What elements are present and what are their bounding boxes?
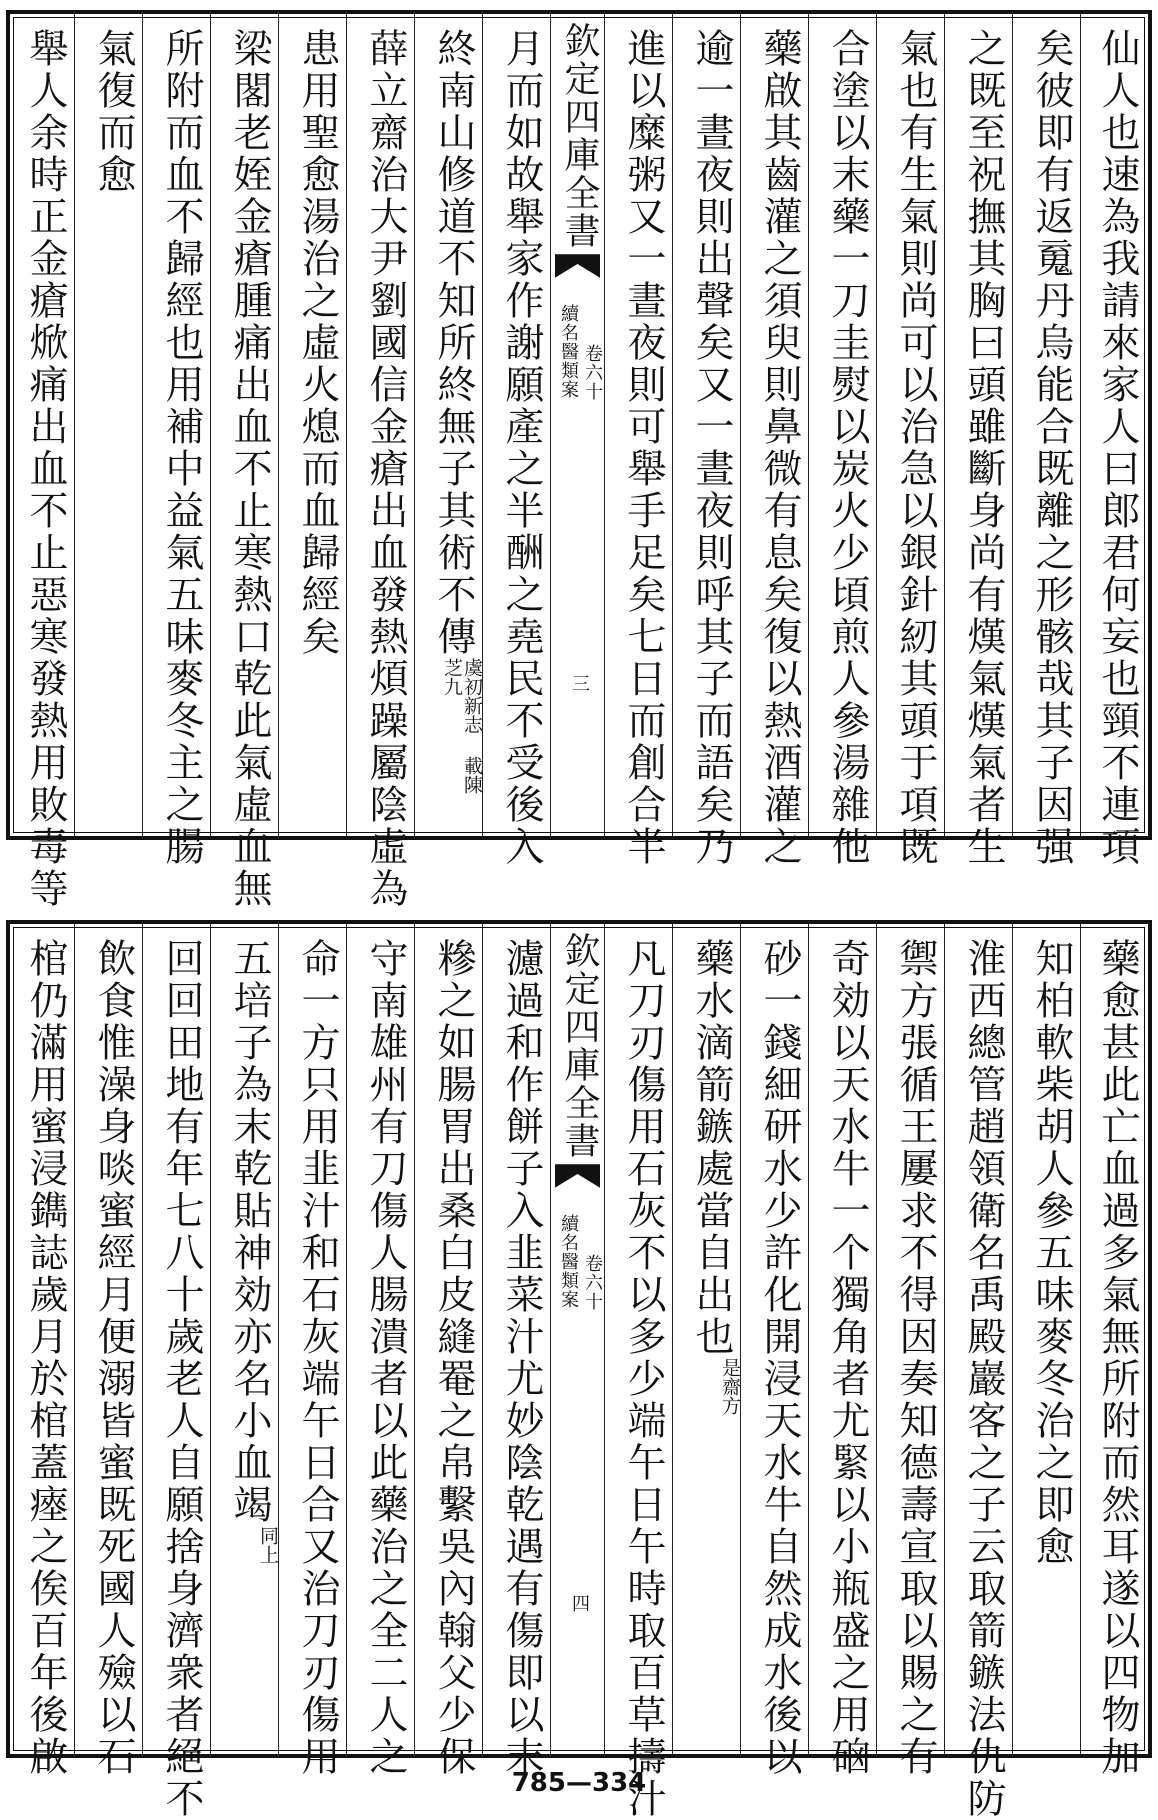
text-column: 藥愈甚此亡血過多氣無所附而然耳遂以四物加 — [1080, 924, 1146, 1754]
text-column: 凡刀刃傷用石灰不以多少端午日午時取百草擣汁 — [604, 924, 672, 1754]
text-column: 所附而血不歸經也用補中益氣五味麥冬主之腸 — [142, 14, 210, 836]
text-column: 終南山修道不知所終無子其術不傳虞初新志 載陳芝九 — [414, 14, 482, 836]
banner-volume: 卷六十 — [582, 1254, 603, 1311]
text-column: 濾過和作餅子入韭菜汁尤妙陰乾遇有傷即以末 — [482, 924, 550, 1754]
banner-book-title: 續名醫類案 — [558, 1214, 579, 1309]
text-column: 飲食惟澡身啖蜜經月便溺皆蜜既死國人殮以石 — [74, 924, 142, 1754]
top-page — [0, 10, 1158, 910]
text-column: 守南雄州有刀傷人腸潰者以此藥治之全二人之 — [346, 924, 414, 1754]
text-column: 命一方只用韭汁和石灰端午日合又治刀刃傷用 — [278, 924, 346, 1754]
text-column: 進以糜粥又一晝夜則可舉手足矣七日而創合半 — [604, 14, 672, 836]
page-number: 785—334 — [511, 1768, 647, 1798]
top-page-frame — [6, 10, 1152, 910]
page-banner — [550, 14, 604, 836]
text-column: 棺仍滿用蜜浸鐫誌歲月於棺蓋瘞之俟百年後啟 — [23, 938, 68, 1778]
text-column: 回回田地有年七八十歲老人自願捨身濟衆者絕不 — [142, 924, 210, 1754]
page-banner — [550, 924, 604, 1754]
fish-tail-mark — [555, 1164, 600, 1188]
text-column: 舉人余時正金瘡焮痛出血不止惡寒發熱用敗毒等 — [23, 28, 68, 910]
source-note: 是齋方 — [719, 1358, 741, 1415]
fish-tail-mark — [555, 254, 600, 278]
banner-title: 欽定四庫全書 — [559, 22, 600, 250]
text-column: 合塗以末藥一刀圭熨以炭火少頃煎人參湯雜他 — [808, 14, 876, 836]
banner-folio: 三 — [569, 674, 590, 692]
banner-volume: 卷六十 — [582, 344, 603, 401]
text-column: 薛立齋治大尹劉國信金瘡出血發熱煩躁屬陰虛為 — [346, 14, 414, 836]
text-column: 藥水滴箭鏃處當自出也是齋方 — [672, 924, 740, 1754]
text-column: 矣彼即有返䰟丹烏能合既離之形骸哉其子因强 — [1012, 14, 1080, 836]
text-column: 患用聖愈湯治之虛火熄而血歸經矣 — [278, 14, 346, 836]
text-column: 月而如故舉家作謝願產之半酬之堯民不受後入 — [482, 14, 550, 836]
text-column: 仙人也速為我請來家人曰郎君何妄也頸不連項 — [1080, 14, 1146, 836]
text-column: 氣復而愈 — [74, 14, 142, 836]
text-column: 禦方張循王屢求不得因奏知德壽宣取以賜之有 — [876, 924, 944, 1754]
text-column: 砂一錢細研水少許化開浸天水牛自然成水後以 — [740, 924, 808, 1754]
text-column: 糝之如腸胃出桑白皮縫罨之帛繫吳內翰父少保 — [414, 924, 482, 1754]
text-column: 知柏軟柴胡人參五味麥冬治之即愈 — [1012, 924, 1080, 1754]
text-column: 梁閣老姪金瘡腫痛出血不止寒熱口乾此氣虛血無 — [210, 14, 278, 836]
text-column: 之既至祝撫其胸曰頭雖斷身尚有熯氣熯氣者生 — [944, 14, 1012, 836]
source-note: 同上 — [257, 1526, 279, 1564]
text-column: 逾一晝夜則出聲矣又一晝夜則呼其子而語矣乃 — [672, 14, 740, 836]
text-column: 氣也有生氣則尚可以治急以銀針紉其頭于項既 — [876, 14, 944, 836]
text-column: 藥啟其齒灌之須臾則鼻微有息矣復以熱酒灌之 — [740, 14, 808, 836]
source-note: 虞初新志 載陳芝九 — [441, 658, 483, 794]
text-column: 淮西總管趙領衛名禹殿巖客之子云取箭鏃法仇防 — [944, 924, 1012, 1754]
text-column: 奇効以天水牛一个獨角者尤緊以小瓶盛之用硇 — [808, 924, 876, 1754]
banner-folio: 四 — [569, 1594, 590, 1612]
text-column: 五培子為末乾貼神効亦名小血竭同上 — [210, 924, 278, 1754]
banner-title: 欽定四庫全書 — [559, 932, 600, 1160]
banner-book-title: 續名醫類案 — [558, 304, 579, 399]
